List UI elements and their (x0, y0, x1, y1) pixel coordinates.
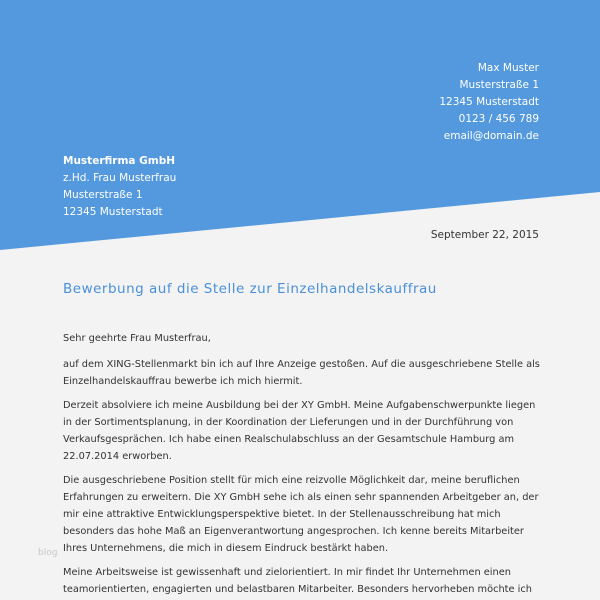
sender-phone: 0123 / 456 789 (458, 113, 539, 125)
sender-city: 12345 Musterstadt (439, 96, 539, 108)
recipient-company: Musterfirma GmbH (63, 155, 175, 167)
recipient-address-block (63, 153, 176, 221)
letter-body (63, 330, 543, 600)
paragraph-4: Meine Arbeitsweise ist gewissenhaft und zielorientiert. In mir findet Ihr Unternehmen einen teamorientierten, engagierten und belastbaren Mitarbeiter. Besonders hervorheben möchte ich (63, 567, 532, 595)
salutation: Sehr geehrte Frau Musterfrau, (63, 333, 211, 344)
recipient-street: Musterstraße 1 (63, 189, 143, 201)
paragraph-3: Die ausgeschriebene Position stellt für mich eine reizvolle Möglichkeit dar, meine beruflichen Erfahrungen zu erweitern. Die XY GmbH sehe ich als einen sehr spannenden Arbeitgeber an, der mir eine attraktive Entwicklungsperspektive bietet. In der Stellenausschreibung hat mich besonders das hohe Maß an Eigenverantwortung angesprochen. Ich kenne bereits Mitarbeiter Ihres Unternehmens, die mich in diesem Eindruck bestärkt haben. (63, 475, 539, 554)
paragraph-1: auf dem XING-Stellenmarkt bin ich auf Ihre Anzeige gestoßen. Auf die ausgeschriebene Stelle als Einzelhandelskauffrau bewerbe ich mich hiermit. (63, 359, 540, 387)
sender-email: email@domain.de (443, 130, 539, 142)
watermark: blog (38, 548, 58, 558)
sender-address-block (439, 60, 539, 145)
paragraph-2: Derzeit absolviere ich meine Ausbildung bei der XY GmbH. Meine Aufgabenschwerpunkte liegen in der Sortimentsplanung, in der Koordination der Lieferungen und in der Durchführung von Verkaufsgesprächen. Ich habe einen Realschulabschluss an der Gesamtschule Hamburg am 22.07.2014 erworben. (63, 400, 536, 462)
sender-street: Musterstraße 1 (459, 79, 539, 91)
sender-name: Max Muster (477, 62, 539, 74)
letter-subject: Bewerbung auf die Stelle zur Einzelhandelskauffrau (63, 281, 437, 297)
recipient-attention: z.Hd. Frau Musterfrau (63, 172, 177, 184)
letter-date: September 22, 2015 (430, 229, 539, 241)
recipient-city: 12345 Musterstadt (63, 206, 163, 218)
